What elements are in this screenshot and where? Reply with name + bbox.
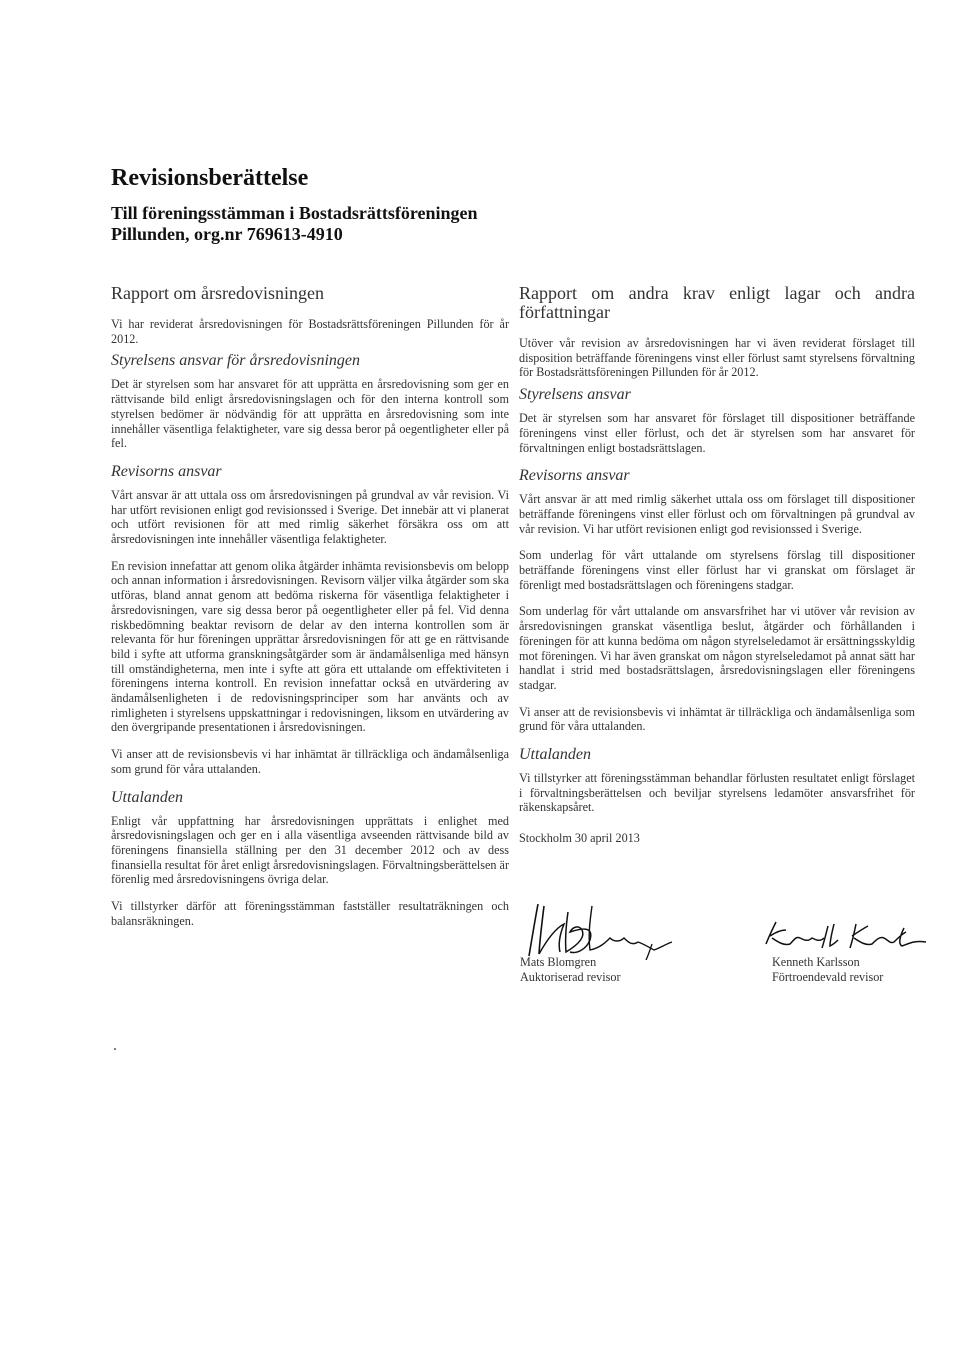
allocation-basis-text: Som underlag för vårt uttalande om styrelsens förslag till dispositioner beträffande föreningens vinst eller förlust har vi granskat om förslaget är förenligt med bostadsrättslagen och föreningens stadgar.	[519, 548, 915, 592]
left-column	[111, 284, 509, 941]
auditor-evidence-text: Vi anser att de revisionsbevis vi har inhämtat är tillräckliga och ändamålsenliga som grund för våra uttalanden.	[111, 747, 509, 776]
auditor-procedures-text: En revision innefattar att genom olika åtgärder inhämta revisionsbevis om belopp och annan information i årsredovisningen. Revisorn väljer vilka åtgärder som ska utföras, bland annat genom att bedöma riskerna för väsentliga felaktigheter i årsredovisningen, vare sig dessa beror på oegentligheter eller på fel. Vid denna riskbedömning beaktar revisorn de delar av den interna kontrollen som är relevanta för hur föreningen upprättar årsredovisningen för att ge en rättvisande bild i syfte att utforma granskningsåtgärder som är ändamålsenliga med hänsyn till omständigheterna, men inte i syfte att göra ett uttalande om effektiviteten i föreningens interna kontroll. En revision innefattar också en utvärdering av ändamålsenligheten i de redovisningsprinciper som har använts och av rimligheten i styrelsens uppskattningar i redovisningen, liksom en utvärdering av den övergripande presentationen i årsredovisningen.	[111, 558, 509, 735]
signatory-block-2	[772, 955, 883, 985]
auditor-responsibility-heading: Revisorns ansvar	[111, 462, 222, 480]
right-column	[519, 284, 915, 858]
opinion-heading-2: Uttalanden	[519, 746, 591, 764]
signature-kenneth-karlsson	[760, 916, 930, 956]
discharge-basis-text: Som underlag för vårt uttalande om ansvarsfrihet har vi utöver vår revision av årsredovisningen granskat väsentliga beslut, åtgärder och förhållanden i föreningen för att kunna bedöma om någon styrelseledamot är ersättningsskyldig mot föreningen. Vi har även granskat om någon styrelseledamot på annat sätt har handlat i strid med bostadsrättslagen, årsredovisningslagen eller föreningens stadgar.	[519, 604, 915, 692]
opinion-heading: Uttalanden	[111, 788, 183, 806]
board-responsibility-heading: Styrelsens ansvar för årsredovisningen	[111, 352, 361, 370]
signatory-name: Mats Blomgren	[520, 955, 597, 969]
signature-mats-blomgren	[520, 898, 680, 960]
signatory-role: Förtroendevald revisor	[772, 970, 884, 984]
auditor-responsibility-heading-2: Revisorns ansvar	[519, 467, 630, 485]
auditor-responsibility-text-2: Vårt ansvar är att med rimlig säkerhet uttala oss om förslaget till dispositioner beträffande föreningens vinst eller förlust och om förvaltningen på grundval av vår revision. Vi har utfört revisionen enligt god revisionssed i Sverige.	[519, 492, 915, 536]
board-responsibility-text-2: Det är styrelsen som har ansvaret för förslaget till dispositioner beträffande föreningens vinst eller förlust, och det är styrelsen som har ansvaret för förvaltningen enligt bostadsrättslagen.	[519, 411, 915, 455]
stray-dot	[114, 1048, 116, 1050]
opinion-text-2: Vi tillstyrker att föreningsstämman behandlar förlusten resultatet enligt förslaget i förvaltningsberättelsen och beviljar styrelsens ledamöter ansvarsfrihet för räkenskapsåret.	[519, 771, 915, 815]
opinion-text: Enligt vår uppfattning har årsredovisningen upprättats i enlighet med årsredovisningslagen och ger en i alla väsentliga avseenden rättvisande bild av föreningens finansiella ställning per den 31 december 2012 och av dess finansiella resultat för året enligt årsredovisningslagen. Förvaltningsberättelsen är förenlig med årsredovisningens övriga delar.	[111, 813, 509, 887]
place-date: Stockholm 30 april 2013	[519, 831, 640, 846]
board-responsibility-heading-2: Styrelsens ansvar	[519, 386, 631, 404]
auditor-responsibility-text: Vårt ansvar är att uttala oss om årsredovisningen på grundval av vår revision. Vi har utfört revisionen enligt god revisionssed i Sverige. Det innebär att vi planerat och utfört revisionen för att med rimlig säkerhet försäkra oss om att årsredovisningen inte innehåller väsentliga felaktigheter.	[111, 487, 509, 547]
signatory-block-1	[520, 955, 621, 985]
report-heading: Rapport om årsredovisningen	[111, 283, 324, 303]
signatory-name: Kenneth Karlsson	[772, 955, 860, 969]
intro-paragraph: Vi har reviderat årsredovisningen för Bostadsrättsföreningen Pillunden för år 2012.	[111, 317, 509, 346]
signatory-role: Auktoriserad revisor	[520, 970, 621, 984]
auditor-evidence-text-2: Vi anser att de revisionsbevis vi inhämtat är tillräckliga och ändamålsenliga som grund för våra uttalanden.	[519, 704, 915, 734]
document-subtitle: Till föreningsstämman i Bostadsrättsföreningen Pillunden, org.nr 769613-4910	[111, 203, 478, 244]
adoption-text: Vi tillstyrker därför att föreningsstämman fastställer resultaträkningen och balansräkningen.	[111, 899, 509, 928]
other-requirements-heading: Rapport om andra krav enligt lagar och andra författningar	[519, 283, 915, 322]
document-title: Revisionsberättelse	[111, 165, 309, 191]
other-intro-paragraph: Utöver vår revision av årsredovisningen har vi även reviderat förslaget till disposition beträffande föreningens vinst eller förlust samt styrelsens förvaltning för Bostadsrättsföreningen Pillunden för år 2012.	[519, 336, 915, 380]
board-responsibility-text: Det är styrelsen som har ansvaret för att upprätta en årsredovisning som ger en rättvisande bild enligt årsredovisningslagen och för den interna kontroll som styrelsen bedömer är nödvändig för att upprätta en årsredovisning som inte innehåller väsentliga felaktigheter, vare sig dessa beror på oegentligheter eller på fel.	[111, 377, 509, 451]
